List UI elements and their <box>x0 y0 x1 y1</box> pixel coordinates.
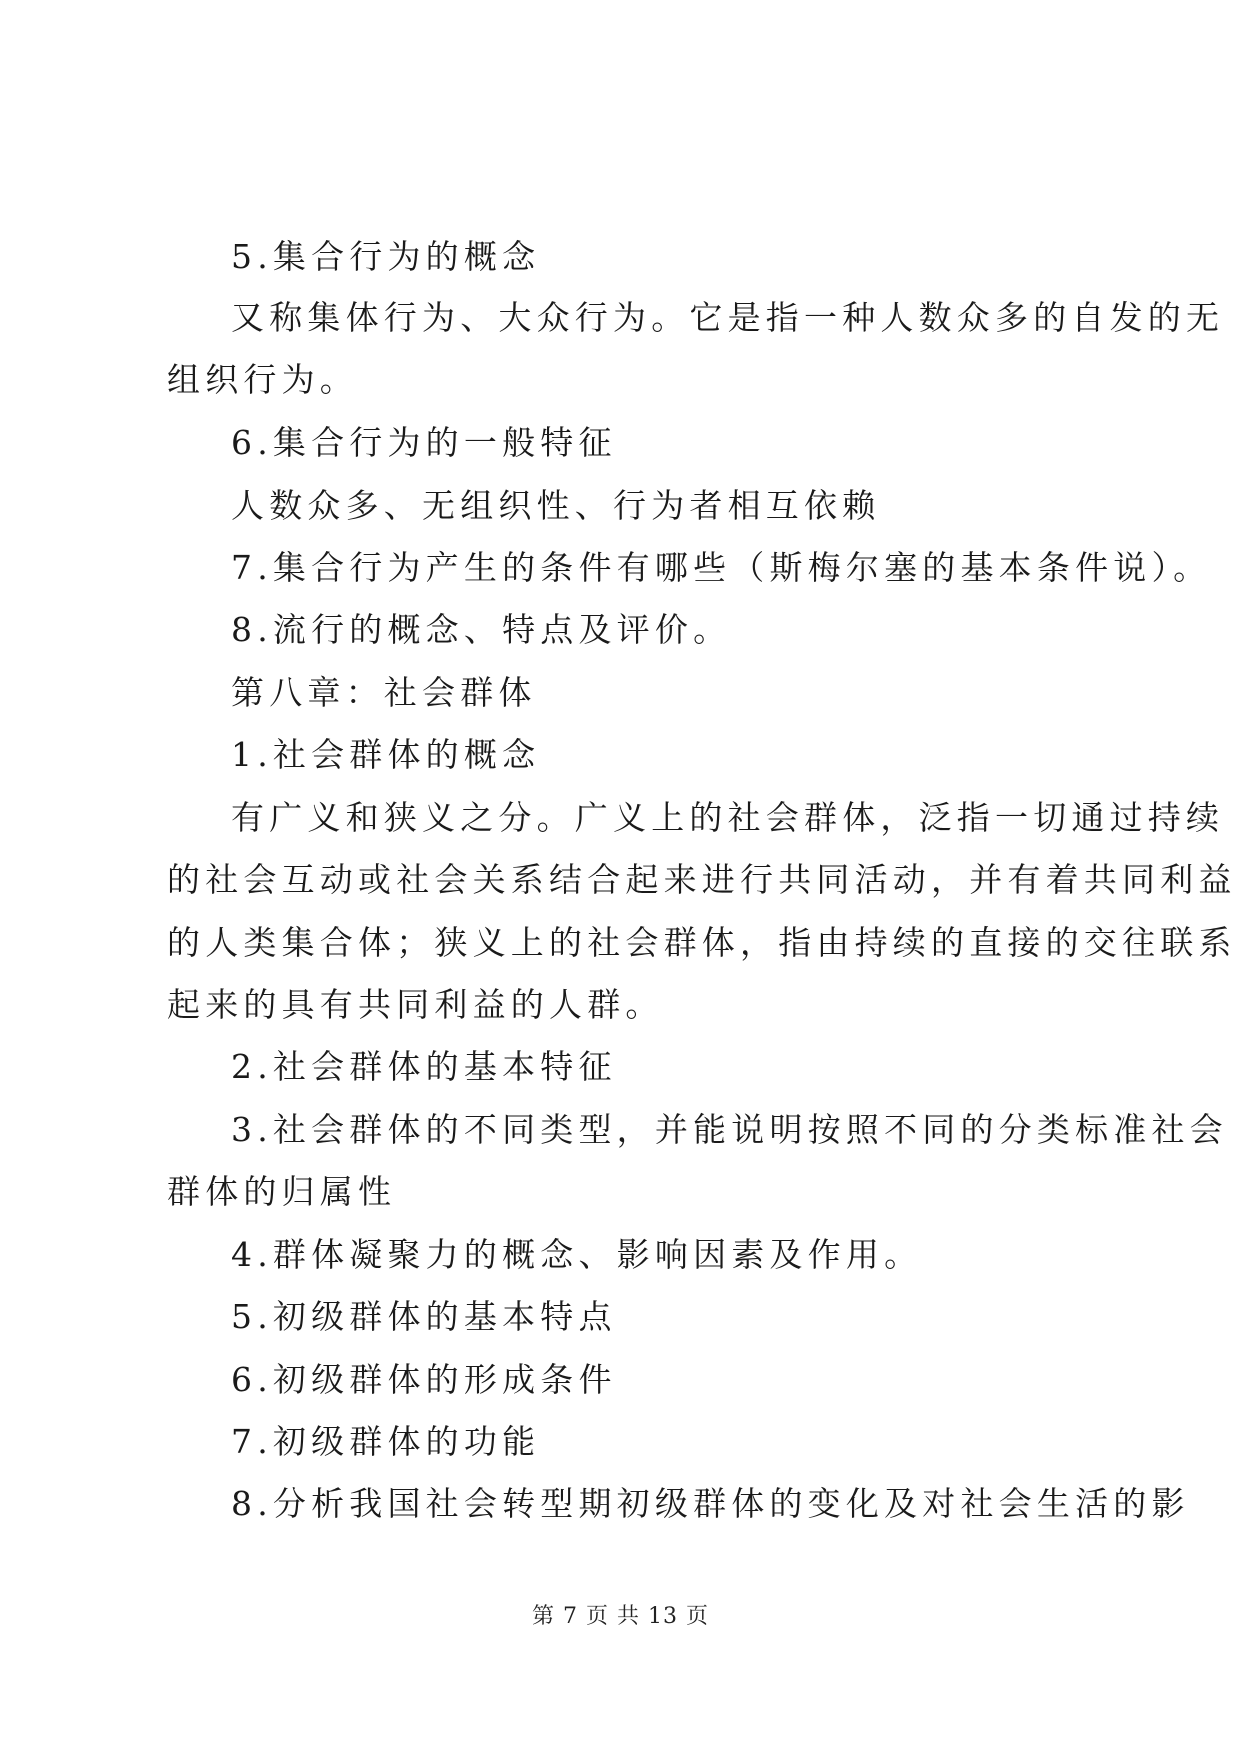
text-line: 1.社会群体的概念 <box>231 735 541 774</box>
text-line: 6.集合行为的一般特征 <box>231 423 617 462</box>
text-line: 3.社会群体的不同类型，并能说明按照不同的分类标准社会 <box>231 1110 1228 1149</box>
page-number-footer: 第 7 页 共 13 页 <box>532 1604 709 1629</box>
text-line: 组织行为。 <box>167 360 358 399</box>
text-line: 7.集合行为产生的条件有哪些（斯梅尔塞的基本条件说）。 <box>231 548 1212 587</box>
text-line: 起来的具有共同利益的人群。 <box>167 985 664 1024</box>
text-line: 有广义和狭义之分。广义上的社会群体，泛指一切通过持续 <box>231 798 1225 837</box>
text-line: 7.初级群体的功能 <box>231 1422 541 1461</box>
text-line: 又称集体行为、大众行为。它是指一种人数众多的自发的无 <box>231 298 1225 337</box>
chapter-heading: 第八章：社会群体 <box>231 673 537 712</box>
text-line: 8.流行的概念、特点及评价。 <box>231 610 732 649</box>
text-line: 4.群体凝聚力的概念、影响因素及作用。 <box>231 1235 923 1274</box>
text-line: 5.初级群体的基本特点 <box>231 1297 617 1336</box>
text-line: 群体的归属性 <box>167 1172 397 1211</box>
text-line: 8.分析我国社会转型期初级群体的变化及对社会生活的影 <box>231 1484 1190 1523</box>
text-line: 的人类集合体；狭义上的社会群体，指由持续的直接的交往联系 <box>167 923 1237 962</box>
text-line: 的社会互动或社会关系结合起来进行共同活动，并有着共同利益 <box>167 860 1237 899</box>
text-line: 5.集合行为的概念 <box>231 237 541 276</box>
text-line: 2.社会群体的基本特征 <box>231 1047 617 1086</box>
text-line: 人数众多、无组织性、行为者相互依赖 <box>231 486 881 525</box>
text-line: 6.初级群体的形成条件 <box>231 1360 617 1399</box>
